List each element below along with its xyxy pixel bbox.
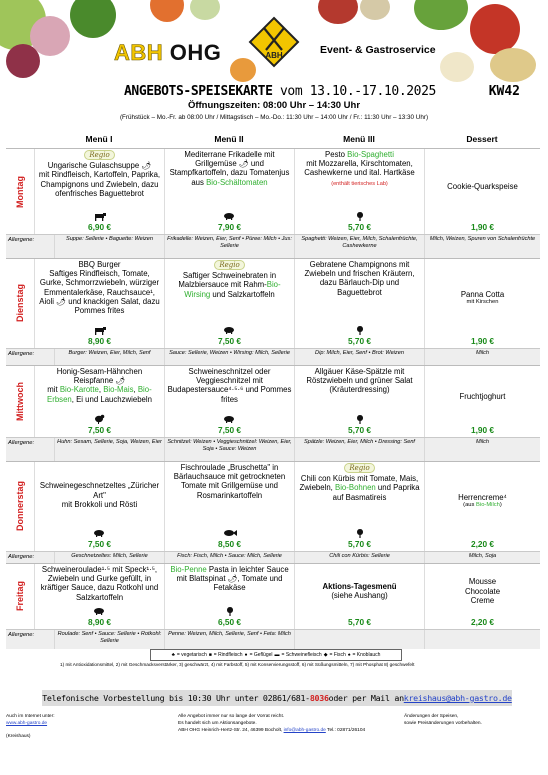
dish-name: Ungarische Gulaschsuppe 🌶 [47, 161, 152, 171]
price: 6,90 € [87, 222, 112, 233]
column-header-menu2: Menü II [214, 134, 244, 144]
company-brand [114, 40, 221, 66]
header-banner [0, 0, 548, 84]
dish-description: Fischroulade „Bruschetta" in Bärlauchsauce mit getrockneten Tomate mit Grillgemüse und Rosmarinkartoffeln [173, 463, 286, 500]
brand-abh: ABH [114, 40, 164, 65]
dessert-detail: ) [499, 502, 502, 509]
column-headers [6, 134, 540, 148]
chicken-icon: ● [244, 652, 248, 658]
footer-text: Änderungen der Speisen, [404, 714, 459, 719]
dish-description: mit Rindfleisch, Kartoffeln, Paprika, Champignons und Zwiebeln, dazu ofenfrisches Baguettebrot [38, 170, 161, 198]
bio-label: Bio-Mais [103, 385, 134, 395]
dish-description: und Paprika auf Basmatireis [332, 483, 420, 502]
dish-name: Honig-Sesam-Hähnchen Reispfanne 🌶 [56, 367, 143, 386]
pig-icon [93, 606, 106, 616]
dish-description: , Ei und Lauchzwiebeln [71, 394, 152, 404]
dish-description: Gebratene Champignons mit Zwiebeln und frischen Kräutern, dazu Bärlauch-Dip und Baguettebrot [304, 260, 415, 297]
title-bar [112, 84, 540, 100]
price: 2,20 € [470, 539, 495, 550]
bio-label: Bio-Erbsen [47, 385, 152, 404]
footer-text: Tel.: 02871/26104 [325, 727, 366, 733]
allergen-text: Dip: Milch, Eier, Senf • Brot: Weizen [294, 349, 424, 365]
pig-icon [223, 414, 236, 424]
dessert-item [424, 259, 540, 348]
allergen-text: Schnitzel: Weizen • Veggieschnitzel: Weizen, Eier, Soja • Sauce: Weizen [164, 438, 294, 461]
vegetable-decoration [150, 0, 184, 22]
allergen-text: Roulade: Senf • Sauce: Sellerie • Rotkohl: Sellerie [54, 630, 164, 649]
menu-item [164, 259, 294, 348]
dessert-name: Herrencreme⁴ [458, 493, 507, 503]
tagline: Event- & Gastroservice [320, 44, 436, 56]
legend-label: = Geflügel [249, 652, 273, 658]
dish-name: Schweinegeschnetzeltes „Züricher Art" [39, 481, 160, 500]
dish-description: mit Brokkoli und Rösti [61, 499, 138, 509]
bio-label: Bio-Karotte [59, 385, 99, 395]
dish-description: mit Mozzarella, Kirschtomaten, Cashewkerne und ital. Hartkäse [304, 159, 415, 178]
allergen-label: Allergene: [8, 351, 35, 357]
legend-label: = Fisch [329, 652, 346, 658]
brand-ohg: OHG [169, 40, 222, 65]
allergen-row [6, 234, 540, 258]
price: 5,70 € [347, 425, 372, 436]
fish-icon [223, 528, 237, 538]
dessert-name: Mousse Chocolate Creme [464, 577, 501, 605]
veggie-icon [225, 606, 235, 616]
veggie-icon [355, 414, 365, 424]
allergen-text: Milch, Soja [424, 552, 540, 563]
day-row-dienstag [6, 258, 540, 348]
vegetable-decoration [470, 4, 520, 54]
menu-item [34, 462, 164, 551]
allergen-label: Allergene: [8, 554, 35, 560]
dish-name: BBQ Burger [78, 260, 121, 269]
vegetable-decoration [318, 0, 358, 24]
veggie-icon [355, 325, 365, 335]
price: 7,50 € [217, 336, 242, 347]
price: 7,90 € [217, 222, 242, 233]
vegetable-decoration [490, 48, 536, 82]
allergen-label: Allergene: [8, 632, 35, 638]
menu-item: Honig-Sesam-Hähnchen Reispfanne 🌶 mit Bio-Karotte, Bio-Mais, Bio-Erbsen, Ei und Lauchzwiebeln 7,50 € [34, 366, 164, 437]
legend-label: = Rindfleisch [213, 652, 243, 658]
menu-item [294, 259, 424, 348]
regio-badge: Regio [344, 463, 374, 473]
dish-description: Allgäuer Käse-Spätzle mit Röstzwiebeln und grüner Salat [306, 367, 413, 386]
bio-label: Bio-Bohnen [335, 483, 376, 493]
bio-label: Bio-Wirsing [184, 280, 281, 299]
menu-item [34, 149, 164, 234]
order-email-link[interactable]: kreishaus@abh-gastro.de [403, 693, 512, 703]
day-row-montag [6, 148, 540, 234]
allergen-text [424, 630, 540, 649]
allergen-text: Penne: Weizen, Milch, Sellerie, Senf • Feta: Milch [164, 630, 294, 649]
order-text: Telefonische Vorbestellung bis 10:30 Uhr unter 02861/681- [42, 693, 310, 703]
vegetable-decoration [360, 0, 390, 20]
allergen-text: Chili con Kürbis: Sellerie [294, 552, 424, 563]
price: 7,50 € [87, 425, 112, 436]
allergen-row [6, 629, 540, 649]
footer-text: (Kreishaus) [6, 733, 31, 739]
additives-note: 1) mit Antioxidationsmittel, 2) mit Geschmacksverstärker, 3) geschwärzt, 4) mit Farbstoff, 5) mit Konservierungsstoff, 6) mit Süßungsmitteln, 7) mit Phosphat 8) geschwefelt [60, 662, 415, 667]
order-text: oder per Mail an [328, 693, 404, 703]
bio-label: Bio-Penne [170, 565, 207, 574]
price: 1,90 € [470, 425, 495, 436]
allergen-text: Huhn: Sesam, Sellerie, Soja, Weizen, Eier [54, 438, 164, 461]
vegetable-decoration [6, 44, 40, 78]
order-info-bar [42, 690, 512, 706]
vegetable-decoration [190, 0, 220, 20]
bio-label: Bio-Schältomaten [206, 177, 268, 187]
allergen-text: Fisch: Fisch, Milch • Sauce: Milch, Sellerie [164, 552, 294, 563]
email-link[interactable]: info@abh-gastro.de [283, 727, 326, 733]
pig-icon: ▬ [274, 652, 280, 658]
veggie-icon: ♣ [171, 652, 175, 658]
allergen-text: Spaghetti: Weizen, Eier, Milch, Schalenfrüchte, Cashewkerne [294, 235, 424, 258]
menu-item [294, 564, 424, 629]
footer-text: Alle Angebot immer nur so lange der Vorrat reicht. [178, 714, 285, 719]
footer-text: Auch im Internet unter: [6, 714, 55, 719]
icon-legend [150, 649, 402, 661]
dish-description: Saftiger Schweinebraten in Malzbiersauce mit Rahm- [178, 271, 277, 290]
allergen-row [6, 348, 540, 365]
dish-description: Mediterrane Frikadelle mit Grillgemüse 🌶 und Stampfkartoffeln, dazu Tomatenjus aus [169, 150, 290, 187]
dessert-name: Panna Cotta [460, 290, 505, 300]
dish-name: Aktions-Tagesmenü [322, 581, 397, 591]
website-link[interactable]: www.abh-gastro.de [6, 720, 48, 726]
cow-icon [93, 325, 107, 335]
allergen-label: Allergene: [8, 440, 35, 446]
allergen-text: Milch, Weizen, Spuren von Schalenfrüchte [424, 235, 540, 258]
cow-icon: ■ [208, 652, 212, 658]
dish-note: (siehe Aushang) [331, 591, 388, 601]
footer-right [404, 714, 482, 728]
dish-description: Saftiges Rindfleisch, Tomate, Gurke, Schmorrzwiebeln, würziger Emmentalerkäse, Rauchsauce¹, Aioli 🌶 und knackigen Salat, dazu Pommes frites [39, 269, 160, 315]
vegetable-decoration [70, 0, 116, 38]
price: 7,50 € [217, 425, 242, 436]
opening-hours: Öffnungszeiten: 08:00 Uhr – 14:30 Uhr [187, 100, 361, 111]
date-range: 13.10.-17.10.2025 [309, 84, 436, 99]
price: 7,50 € [87, 539, 112, 550]
footer-text: sowie Preisänderungen vorbehalten. [404, 720, 482, 726]
column-header-menu1: Menü I [85, 134, 113, 144]
menu-item [164, 564, 294, 629]
dish-note: (enthält tierisches Lab) [331, 180, 388, 187]
menu-item [164, 366, 294, 437]
vegetable-decoration [440, 52, 474, 82]
day-row-mittwoch [6, 365, 540, 437]
allergen-text: Geschnetzeltes: Milch, Sellerie [54, 552, 164, 563]
dish-description: Schweineroulade¹·⁵ mit Speck¹·⁵, Zwiebeln und Gurke gefüllt, in kräftiger Sauce, dazu Rotkohl und Salzkartoffeln [40, 565, 159, 602]
footer-text: Es handelt sich um Aktionsangebote. [178, 720, 257, 726]
page-title [124, 84, 436, 99]
allergen-text: Milch [424, 349, 540, 365]
dish-description: Chili con Kürbis mit Tomate, Mais, Zwiebeln, [299, 474, 419, 493]
allergen-text: Burger: Weizen, Eier, Milch, Senf [54, 349, 164, 365]
dessert-item [424, 462, 540, 551]
allergen-row [6, 437, 540, 461]
price: 5,70 € [347, 617, 372, 628]
menu-item [294, 462, 424, 551]
dessert-item [424, 149, 540, 234]
dessert-name: Fruchtjoghurt [459, 391, 506, 401]
legend-label: = vegetarisch [176, 652, 207, 658]
menu-item [34, 564, 164, 629]
bio-label: Bio-Milch [476, 502, 500, 509]
allergen-text: Suppe: Sellerie • Baguette: Weizen [54, 235, 164, 258]
day-row-freitag [6, 563, 540, 629]
footer-left [6, 714, 55, 741]
allergen-label: Allergene: [8, 237, 35, 243]
day-name: Mittwoch [15, 382, 25, 421]
dessert-item [424, 564, 540, 629]
company-logo [248, 16, 300, 68]
menu-item [164, 149, 294, 234]
veggie-icon [355, 528, 365, 538]
dessert-item [424, 366, 540, 437]
day-name: Donnerstag [15, 481, 25, 532]
price: 1,90 € [470, 222, 495, 233]
dish-description: und Salzkartoffeln [210, 289, 275, 299]
pig-icon [223, 211, 236, 221]
menu-item [164, 462, 294, 551]
dessert-detail: mit Kirschen [466, 299, 499, 306]
price: 2,20 € [470, 617, 495, 628]
day-name: Dienstag [15, 284, 25, 323]
dish-description: Schweineschnitzel oder Veggieschnitzel mit Budapestersauce⁴·⁵·⁶ und Pommes frites [167, 367, 292, 404]
price: 8,90 € [87, 617, 112, 628]
price: 5,70 € [347, 222, 372, 233]
day-name: Freitag [15, 581, 25, 612]
allergen-text: Milch [424, 438, 540, 461]
price: 5,70 € [347, 336, 372, 347]
title-vom: vom [279, 84, 303, 99]
menu-table [6, 134, 540, 649]
regio-badge: Regio [214, 260, 244, 270]
calendar-week: KW42 [488, 84, 520, 99]
phone-extension: 8036 [309, 693, 329, 703]
dish-description: mit [47, 385, 60, 395]
opening-hours-detail: (Frühstück – Mo.-Fr. ab 08:00 Uhr / Mittagstisch – Mo.-Do.: 11:30 Uhr – 14:00 Uhr / Fr.: 11:30 Uhr – 13:30 Uhr) [119, 114, 429, 121]
garlic-icon: ♠ [347, 652, 351, 658]
price: 1,90 € [470, 336, 495, 347]
dessert-detail: (aus [463, 502, 477, 509]
price: 5,70 € [347, 539, 372, 550]
pig-icon [93, 528, 106, 538]
pig-icon [223, 325, 236, 335]
allergen-text: Frikadelle: Weizen, Eier, Senf • Püree: Milch • Jus: Sellerie [164, 235, 294, 258]
chicken-icon [94, 414, 105, 424]
logo-text: ABH [265, 51, 283, 60]
legend-label: = Knoblauch [352, 652, 381, 658]
column-header-menu3: Menü III [343, 134, 375, 144]
cow-icon [93, 211, 107, 221]
price: 8,90 € [87, 336, 112, 347]
column-header-dessert: Dessert [466, 134, 498, 144]
menu-item [34, 259, 164, 348]
legend-label: = Schweinefleisch [281, 652, 322, 658]
price: 6,50 € [217, 617, 242, 628]
veggie-icon [355, 211, 365, 221]
dish-note: (Kräuterdressing) [329, 385, 390, 395]
price: 8,50 € [217, 539, 242, 550]
footer-middle [178, 714, 365, 735]
day-name: Montag [15, 175, 25, 208]
vegetable-decoration [414, 0, 468, 30]
menu-item [294, 149, 424, 234]
allergen-row [6, 551, 540, 563]
allergen-text [294, 630, 424, 649]
regio-badge: Regio [84, 150, 114, 160]
dessert-name: Cookie-Quarkspeise [447, 181, 518, 191]
allergen-text: Sauce: Sellerie, Weizen • Wirsing: Milch, Sellerie [164, 349, 294, 365]
dish-description: Pasta in leichter Sauce mit Blattspinat 🌶, Tomate und Fetakäse [176, 565, 289, 593]
day-row-donnerstag [6, 461, 540, 551]
bio-label: Bio-Spaghetti [347, 150, 394, 159]
dish-name: Pesto [325, 150, 348, 159]
allergen-text: Spätzle: Weizen, Eier, Milch • Dressing: Senf [294, 438, 424, 461]
fish-icon: ◆ [323, 652, 328, 658]
title-text: ANGEBOTS-SPEISEKARTE [124, 84, 273, 99]
footer-text: ABH OHG Heinrich-Hertz-Str. 24, 46399 Bocholt, [178, 727, 284, 733]
menu-item [294, 366, 424, 437]
